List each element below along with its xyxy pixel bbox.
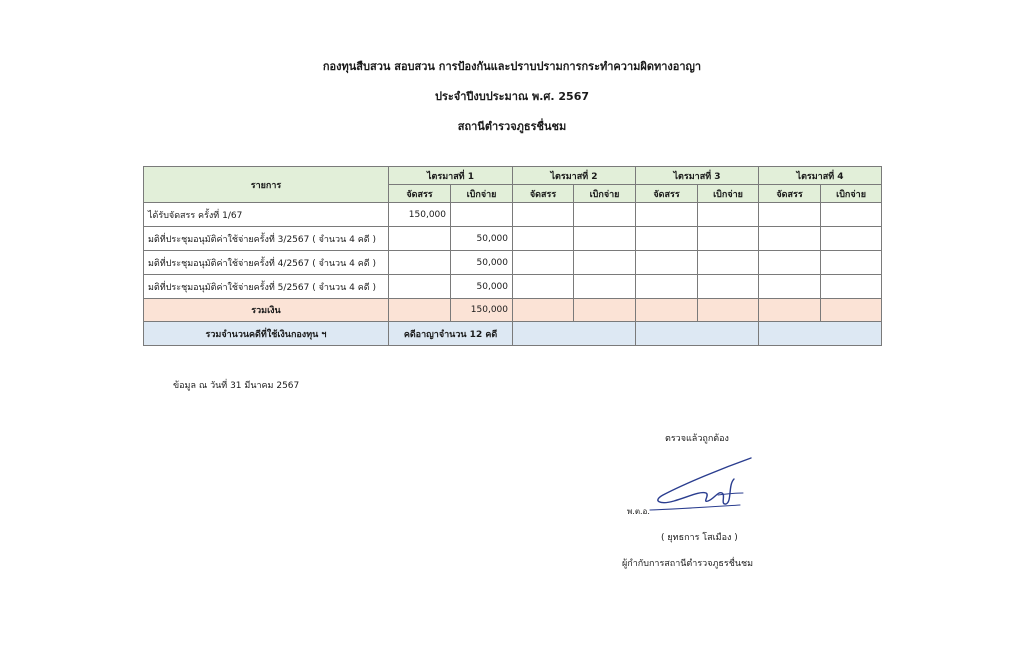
q3-disbursed-header: เบิกจ่าย xyxy=(698,185,759,203)
q4-allocated-cell xyxy=(759,227,821,251)
q2-allocated-cell xyxy=(513,227,574,251)
quarter-3-header: ไตรมาสที่ 3 xyxy=(636,167,759,185)
q1-disbursed-cell: 50,000 xyxy=(451,251,513,275)
q3-allocated-total xyxy=(636,299,698,322)
data-as-of-note: ข้อมูล ณ วันที่ 31 มีนาคม 2567 xyxy=(173,381,300,391)
total-row xyxy=(144,299,882,322)
quarter-4-header: ไตรมาสที่ 4 xyxy=(759,167,882,185)
quarter-1-header: ไตรมาสที่ 1 xyxy=(389,167,513,185)
signer-position: ผู้กำกับการสถานีตำรวจภูธรชื่นชม xyxy=(622,559,754,569)
q1-allocated-cell: 150,000 xyxy=(389,203,451,227)
fiscal-year: ประจำปีงบประมาณ พ.ศ. 2567 xyxy=(434,90,590,103)
q4-disbursed-cell xyxy=(821,227,882,251)
signature-stroke-underline xyxy=(650,505,740,510)
q2-disbursed-header: เบิกจ่าย xyxy=(574,185,636,203)
q1-allocated-total xyxy=(389,299,451,322)
q1-cases-value: คดีอาญาจำนวน 12 คดี xyxy=(389,322,513,346)
q2-allocated-cell xyxy=(513,275,574,299)
q2-allocated-cell xyxy=(513,251,574,275)
signer-name: ( ยุทธการ โสเมือง ) xyxy=(661,533,738,543)
q3-cases-value xyxy=(636,322,759,346)
q3-disbursed-cell xyxy=(698,251,759,275)
q4-allocated-header: จัดสรร xyxy=(759,185,821,203)
q2-allocated-cell xyxy=(513,203,574,227)
q4-allocated-cell xyxy=(759,275,821,299)
q4-disbursed-total xyxy=(821,299,882,322)
q3-allocated-header: จัดสรร xyxy=(636,185,698,203)
fund-report-table xyxy=(143,166,882,346)
station-name: สถานีตำรวจภูธรชื่นชม xyxy=(457,120,567,133)
q1-allocated-header: จัดสรร xyxy=(389,185,451,203)
q1-disbursed-cell xyxy=(451,203,513,227)
q2-allocated-total xyxy=(513,299,574,322)
table-row xyxy=(144,275,882,299)
header-row-quarters xyxy=(144,167,882,185)
row-label: มติที่ประชุมอนุมัติค่าใช้จ่ายครั้งที่ 4/2567 ( จำนวน 4 คดี ) xyxy=(144,251,389,275)
q4-disbursed-cell xyxy=(821,251,882,275)
q1-disbursed-cell: 50,000 xyxy=(451,275,513,299)
cases-row xyxy=(144,322,882,346)
q4-cases-value xyxy=(759,322,882,346)
q2-disbursed-cell xyxy=(574,203,636,227)
q4-disbursed-header: เบิกจ่าย xyxy=(821,185,882,203)
row-label: มติที่ประชุมอนุมัติค่าใช้จ่ายครั้งที่ 3/2567 ( จำนวน 4 คดี ) xyxy=(144,227,389,251)
q1-disbursed-total: 150,000 xyxy=(451,299,513,322)
row-label: ได้รับจัดสรร ครั้งที่ 1/67 xyxy=(144,203,389,227)
q3-allocated-cell xyxy=(636,203,698,227)
q1-allocated-cell xyxy=(389,275,451,299)
q3-allocated-cell xyxy=(636,251,698,275)
q3-disbursed-cell xyxy=(698,275,759,299)
table-row xyxy=(144,251,882,275)
q2-disbursed-cell xyxy=(574,251,636,275)
q3-disbursed-total xyxy=(698,299,759,322)
q2-allocated-header: จัดสรร xyxy=(513,185,574,203)
cases-label: รวมจำนวนคดีที่ใช้เงินกองทุน ฯ xyxy=(144,322,389,346)
q1-allocated-cell xyxy=(389,251,451,275)
table-row xyxy=(144,203,882,227)
q2-cases-value xyxy=(513,322,636,346)
quarter-2-header: ไตรมาสที่ 2 xyxy=(513,167,636,185)
q3-disbursed-cell xyxy=(698,227,759,251)
item-header: รายการ xyxy=(144,167,389,203)
q2-disbursed-cell xyxy=(574,275,636,299)
q4-allocated-cell xyxy=(759,203,821,227)
report-title: กองทุนสืบสวน สอบสวน การป้องกันและปราบปรามการกระทำความผิดทางอาญา xyxy=(322,60,702,73)
q4-allocated-cell xyxy=(759,251,821,275)
q2-disbursed-total xyxy=(574,299,636,322)
signer-rank: พ.ต.อ. xyxy=(627,507,650,516)
q1-disbursed-cell: 50,000 xyxy=(451,227,513,251)
q3-allocated-cell xyxy=(636,275,698,299)
q1-disbursed-header: เบิกจ่าย xyxy=(451,185,513,203)
q3-disbursed-cell xyxy=(698,203,759,227)
q4-allocated-total xyxy=(759,299,821,322)
q3-allocated-cell xyxy=(636,227,698,251)
verified-text: ตรวจแล้วถูกต้อง xyxy=(665,434,729,444)
signature-stroke-main xyxy=(658,458,751,504)
q4-disbursed-cell xyxy=(821,203,882,227)
row-label: มติที่ประชุมอนุมัติค่าใช้จ่ายครั้งที่ 5/2567 ( จำนวน 4 คดี ) xyxy=(144,275,389,299)
table-row xyxy=(144,227,882,251)
q4-disbursed-cell xyxy=(821,275,882,299)
total-label: รวมเงิน xyxy=(144,299,389,322)
signature-image xyxy=(648,455,753,515)
q1-allocated-cell xyxy=(389,227,451,251)
q2-disbursed-cell xyxy=(574,227,636,251)
